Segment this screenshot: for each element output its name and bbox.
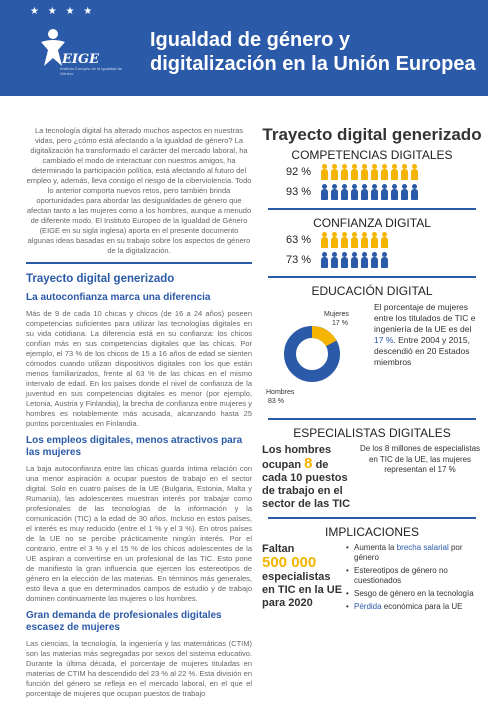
- competencias-heading: COMPETENCIAS DIGITALES: [291, 148, 453, 162]
- person-icon: [330, 164, 339, 180]
- implicaciones-left: [262, 543, 346, 615]
- person-icon: [350, 232, 359, 248]
- educacion-heading: EDUCACIÓN DIGITAL: [311, 284, 433, 298]
- competencias-male-pct: 93 %: [286, 186, 312, 198]
- person-icon: [400, 184, 409, 200]
- person-icon: [410, 164, 419, 180]
- person-icon: [390, 184, 399, 200]
- person-icon: [370, 232, 379, 248]
- person-icon: [380, 184, 389, 200]
- person-icon: [390, 164, 399, 180]
- confianza-female-pct: 63 %: [286, 234, 312, 246]
- donut-mujeres-slice: [312, 332, 331, 343]
- jobs-paragraph: La baja autoconfianza entre las chicas guarda íntima relación con una menor aspiración a ocupar puestos de trabajo en el sector digital. Solo en cuatro países de la UE (Bulgaria, Estonia, Malta y Rumanía), las adolescentes muestran interés por trabajar como profesionales de las tecnologías de la información y la comunicación (TIC) a la edad de 30 años. Incluso en estos países, el interés es muy reducido (entre el 1 % y el 3 %). En otros países de la UE no se percibe prácticamente ningún interés. Por el contrario, entre el 3 % y el 15 % de los chicos adolescentes de la UE aspiran a convertirse en un profesional de las TIC. Esto pone de manifiesto la gran influencia que ejercen los estereotipos de género en la elección de las materias. En términos más generales, esto lleva a que en determinados campos de estudio y de trabajo dominen continuamente las mujeres o los hombres.: [26, 464, 252, 603]
- person-icon: [340, 164, 349, 180]
- infographic-title: Trayecto digital generizado: [262, 125, 482, 144]
- intro-paragraph: La tecnología digital ha alterado muchos aspectos en nuestras vidas, pero ¿cómo está afectando a la igualdad de género? La digitalización ha transformado el carácter del mercado laboral, ha cambiado el modo de interactuar con nuestros amigos, ha determinado la participación política, está afectando al futuro del empleo y, además, lleva consigo el riesgo de la ciberviolencia. Todo lo anterior comporta nuevos retos, pero también brinda oportunidades para abordar las desigualdades de género que afectan tanto a las mujeres como a los hombres, aunque a menudo de diferente modo. El Instituto Europeo de la Igualdad de Género (EIGE en su sigla inglesa) aporta en el presente documento algunas ideas basadas en su trabajo sobre los aspectos de género de la digitalización.: [26, 126, 252, 255]
- implicaciones-block: [262, 543, 482, 615]
- implicaciones-list: [346, 543, 482, 615]
- divider: [268, 276, 476, 278]
- eu-stars: ★ ★ ★ ★: [30, 6, 96, 17]
- subheading-jobs: Los empleos digitales, menos atractivos para las mujeres: [26, 435, 243, 458]
- divider: [268, 208, 476, 210]
- edu-text-highlight: 17 %: [374, 335, 394, 345]
- person-icon: [400, 164, 409, 180]
- educacion-block: [262, 302, 482, 412]
- divider: [268, 517, 476, 519]
- male-people-icons: [320, 252, 390, 268]
- infographic-column: [262, 126, 482, 615]
- especialistas-right: De los 8 millones de especialistas en TIC de la UE, las mujeres representan el 17 %: [359, 444, 481, 474]
- confianza-heading: CONFIANZA DIGITAL: [313, 216, 431, 230]
- divider: [26, 262, 252, 264]
- donut-chart: [262, 302, 374, 412]
- person-icon: [410, 184, 419, 200]
- donut-hombres-pct: 83 %: [268, 398, 284, 405]
- list-item: • Aumenta la brecha salarial por género: [346, 543, 482, 563]
- eige-logo-text: EIGE: [62, 52, 100, 67]
- list-item: • Pérdida económica para la UE: [346, 602, 482, 612]
- especialistas-left: [262, 444, 354, 511]
- spec-big-number: 8: [304, 455, 313, 472]
- person-icon: [350, 184, 359, 200]
- list-item: • Sesgo de género en la tecnología: [346, 589, 482, 599]
- person-icon: [380, 164, 389, 180]
- person-icon: [320, 252, 329, 268]
- person-icon: [340, 252, 349, 268]
- impl-text-a: Faltan: [262, 543, 295, 555]
- edu-text-b: . Entre 2004 y 2015, descendió en 20 Estados miembros: [374, 335, 470, 367]
- male-people-icons: [320, 184, 420, 200]
- person-icon: [380, 232, 389, 248]
- person-icon: [350, 252, 359, 268]
- section-heading: Trayecto digital generizado: [26, 273, 175, 285]
- subheading-demand: Gran demanda de profesionales digitales escasez de mujeres: [26, 610, 222, 633]
- donut-mujeres-label: Mujeres: [324, 311, 349, 318]
- confianza-female-row: [262, 230, 482, 250]
- list-item: • Estereotipos de género no cuestionados: [346, 566, 482, 586]
- person-icon: [330, 232, 339, 248]
- header-banner: [0, 0, 488, 96]
- implicaciones-heading: IMPLICACIONES: [324, 525, 420, 539]
- especialistas-block: [262, 444, 482, 511]
- person-icon: [350, 164, 359, 180]
- educacion-text: [374, 302, 482, 412]
- confidence-paragraph: Más de 9 de cada 10 chicas y chicos (de 16 a 24 años) poseen competencias suficientes para utilizar las tecnologías digitales en su vida cotidiana. La diferencia está en su confianza: los chicos confían más en sus competencias digitales que las chicas. Por ejemplo, el 73 % de los chicos de 15 a 16 años de edad se sienten cómodos cuando utilizan dispositivos digitales con los que están menos familiarizados, frente al 63 % de las chicas en el mismo intervalo de edad. En los países donde el nivel de confianza de la juventud en sus competencias digitales es menor (por ejemplo, Letonia, Austria y Finlandia), la brecha de confianza entre mujeres y hombres es notablemente más acusada, alcanzando hasta 25 puntos porcentuales en Finlandia.: [26, 309, 252, 428]
- donut-mujeres-pct: 17 %: [332, 320, 348, 327]
- left-column: [26, 126, 252, 705]
- competencias-female-row: [262, 162, 482, 182]
- competencias-male-row: [262, 182, 482, 202]
- person-icon: [360, 164, 369, 180]
- person-icon: [360, 232, 369, 248]
- person-icon: [340, 184, 349, 200]
- person-icon: [320, 232, 329, 248]
- spec-text-b: de cada 10 puestos de trabajo en el sector de las TIC: [262, 459, 351, 510]
- donut-hombres-label: Hombres: [266, 389, 295, 396]
- edu-text-a: El porcentaje de mujeres entre los titulados de TIC e ingeniería de la UE es del: [374, 302, 476, 334]
- person-icon: [340, 232, 349, 248]
- person-icon: [360, 184, 369, 200]
- person-icon: [320, 184, 329, 200]
- subheading-confidence: La autoconfianza marca una diferencia: [26, 292, 211, 303]
- person-icon: [370, 252, 379, 268]
- person-icon: [370, 184, 379, 200]
- confianza-male-pct: 73 %: [286, 254, 312, 266]
- divider: [268, 418, 476, 420]
- person-icon: [370, 164, 379, 180]
- impl-big-number: 500 000: [262, 554, 317, 571]
- person-icon: [330, 184, 339, 200]
- confianza-male-row: [262, 250, 482, 270]
- eige-logo-subtitle: Instituto Europeo de la Igualdad de Género: [60, 66, 123, 76]
- especialistas-heading: ESPECIALISTAS DIGITALES: [293, 426, 451, 440]
- person-icon: [380, 252, 389, 268]
- female-people-icons: [320, 164, 420, 180]
- female-people-icons: [320, 232, 390, 248]
- donut-svg: [262, 302, 374, 412]
- spec-text-a: Los hombres ocupan: [262, 444, 332, 471]
- person-icon: [360, 252, 369, 268]
- person-icon: [330, 252, 339, 268]
- demand-paragraph: Las ciencias, la tecnología, la ingeniería y las matemáticas (CTIM) son las materias más segregadas por sexos del sistema educativo. Durante la última década, el porcentaje de mujeres tituladas en materias de CTIM ha descendido del 23 % al 22 %. Esta división en función del género se refleja en el mercado laboral, en el que el porcentaje de mujeres que ocupan puestos de trabajo: [26, 639, 252, 698]
- page-title: Igualdad de género y digitalización en la Unión Europea: [150, 29, 476, 75]
- impl-text-b: especialistas en TIC en la UE para 2020: [262, 571, 343, 609]
- competencias-female-pct: 92 %: [286, 166, 312, 178]
- person-icon: [320, 164, 329, 180]
